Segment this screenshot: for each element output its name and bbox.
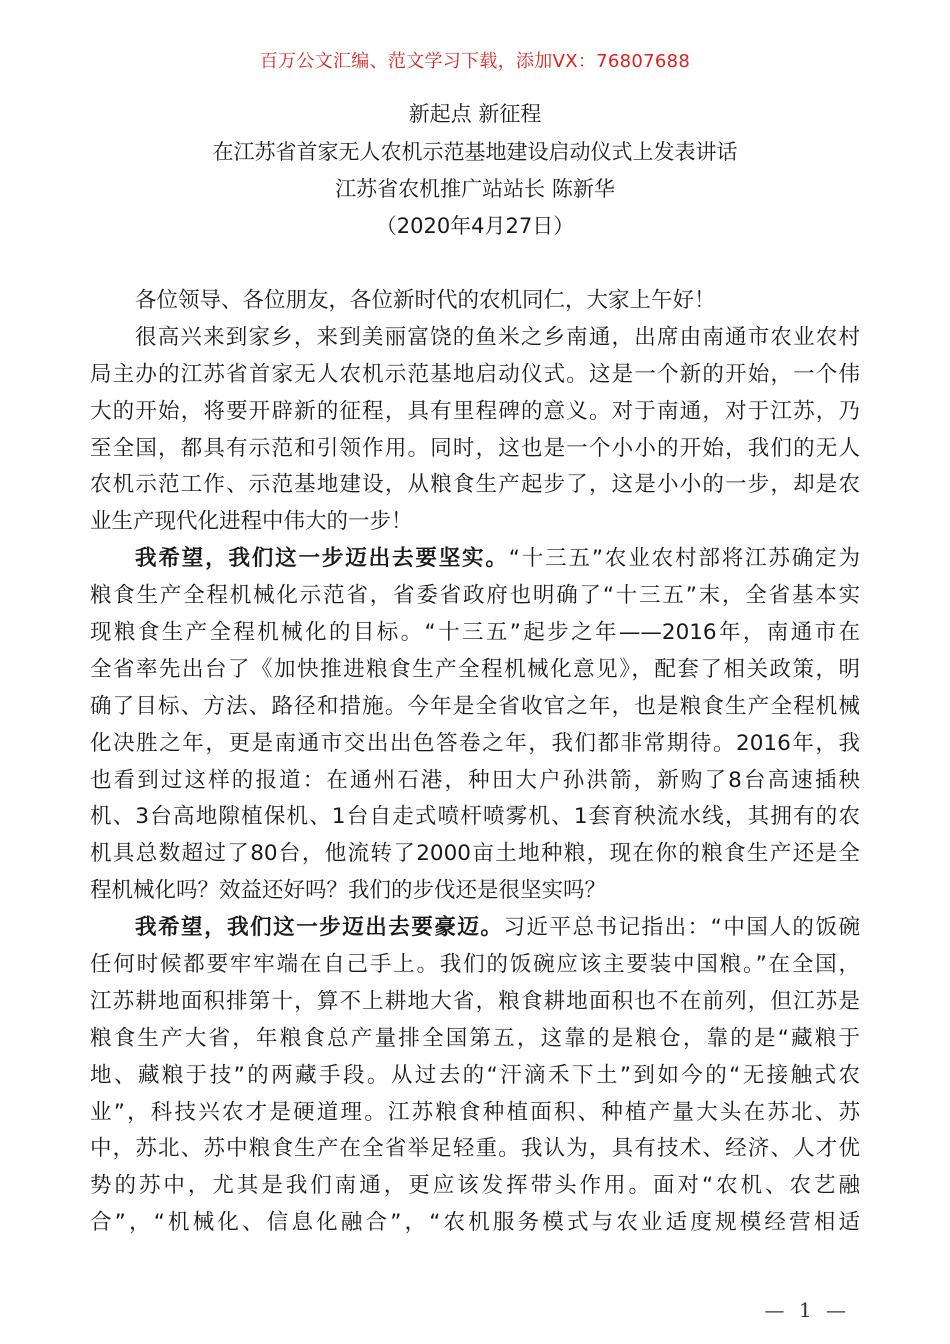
speaker-line: 江苏省农机推广站站长 陈新华 — [335, 177, 615, 201]
text-line: 任何时候都要牢牢端在自己手上。我们的饭碗应该主要装中国粮。”在全国， — [90, 952, 860, 978]
text-line: 化决胜之年，更是南通市交出出色答卷之年，我们都非常期待。2016年，我 — [90, 730, 860, 756]
text-line: 粮食生产全程机械化示范省，省委省政府也明确了“十三五”末，全省基本实 — [90, 583, 860, 609]
text-line: 大的开始，将要开辟新的征程，具有里程碑的意义。对于南通，对于江苏，乃 — [90, 398, 860, 424]
document-subtitle: 在江苏省首家无人农机示范基地建设启动仪式上发表讲话 — [212, 140, 738, 164]
text-line: 也看到过这样的报道：在通州石港，种田大户孙洪箭，新购了8台高速插秧 — [90, 767, 860, 793]
text-line: 中，苏北、苏中粮食生产在全省举足轻重。我认为，具有技术、经济、人才优 — [90, 1136, 860, 1162]
emphasis-heading: 我希望，我们这一步迈出去要豪迈。 — [135, 915, 504, 941]
text-line: 合”，“机械化、信息化融合”，“农机服务模式与农业适度规模经营相适 — [90, 1210, 860, 1236]
text-line: 农机示范工作、示范基地建设，从粮食生产起步了，这是小小的一步，却是农 — [90, 472, 860, 498]
text-line: 机具总数超过了80台，他流转了2000亩土地种粮，现在你的粮食生产还是全 — [90, 841, 860, 867]
text-line: 至全国，都具有示范和引领作用。同时，这也是一个小小的开始，我们的无人 — [90, 435, 860, 461]
text-line: 江苏耕地面积排第十，算不上耕地大省，粮食耕地面积也不在前列，但江苏是 — [90, 988, 860, 1014]
text-line: 机、3台高地隙植保机、1台自走式喷杆喷雾机、1套育秧流水线，其拥有的农 — [90, 804, 860, 830]
text-line: 粮食生产大省，年粮食总产量排全国第五，这靠的是粮仓，靠的是“藏粮于 — [90, 1025, 860, 1051]
emphasis-heading: 我希望，我们这一步迈出去要坚实。 — [135, 546, 509, 572]
text-line: 业生产现代化进程中伟大的一步！ — [90, 509, 413, 535]
text-line: 地、藏粮于技”的两藏手段。从过去的“汗滴禾下土”到如今的“无接触式农 — [90, 1062, 860, 1088]
text-line: 确了目标、方法、路径和措施。今年是全省收官之年，也是粮食生产全程机械 — [90, 693, 860, 719]
text-line: 势的苏中，尤其是我们南通，更应该发挥带头作用。面对“农机、农艺融 — [90, 1173, 860, 1199]
text-line: 我希望，我们这一步迈出去要豪迈。习近平总书记指出：“中国人的饭碗 — [135, 915, 860, 941]
speech-body — [90, 283, 860, 1242]
text-line: 我希望，我们这一步迈出去要坚实。“十三五”农业农村部将江苏确定为 — [135, 546, 860, 572]
speech-date: （2020年4月27日） — [375, 214, 575, 238]
text-line: 程机械化吗？效益还好吗？我们的步伐还是很坚实吗？ — [90, 878, 607, 904]
text-line: 全省率先出台了《加快推进粮食生产全程机械化意见》，配套了相关政策，明 — [90, 656, 860, 682]
text-line: 局主办的江苏省首家无人农机示范基地启动仪式。这是一个新的开始，一个伟 — [90, 361, 860, 387]
text-line: 很高兴来到家乡，来到美丽富饶的鱼米之乡南通，出席由南通市农业农村 — [135, 324, 860, 350]
text-line: 现粮食生产全程机械化的目标。“十三五”起步之年——2016年，南通市在 — [90, 620, 860, 646]
text-line: 各位领导、各位朋友，各位新时代的农机同仁，大家上午好！ — [135, 288, 716, 313]
watermark-banner: 百万公文汇编、范文学习下载，添加VX：76807688 — [259, 51, 691, 72]
document-title: 新起点 新征程 — [408, 102, 542, 126]
page-number: — 1 — — [764, 1298, 850, 1322]
text-line: 业”，科技兴农才是硬道理。江苏粮食种植面积、种植产量大头在苏北、苏 — [90, 1099, 860, 1125]
